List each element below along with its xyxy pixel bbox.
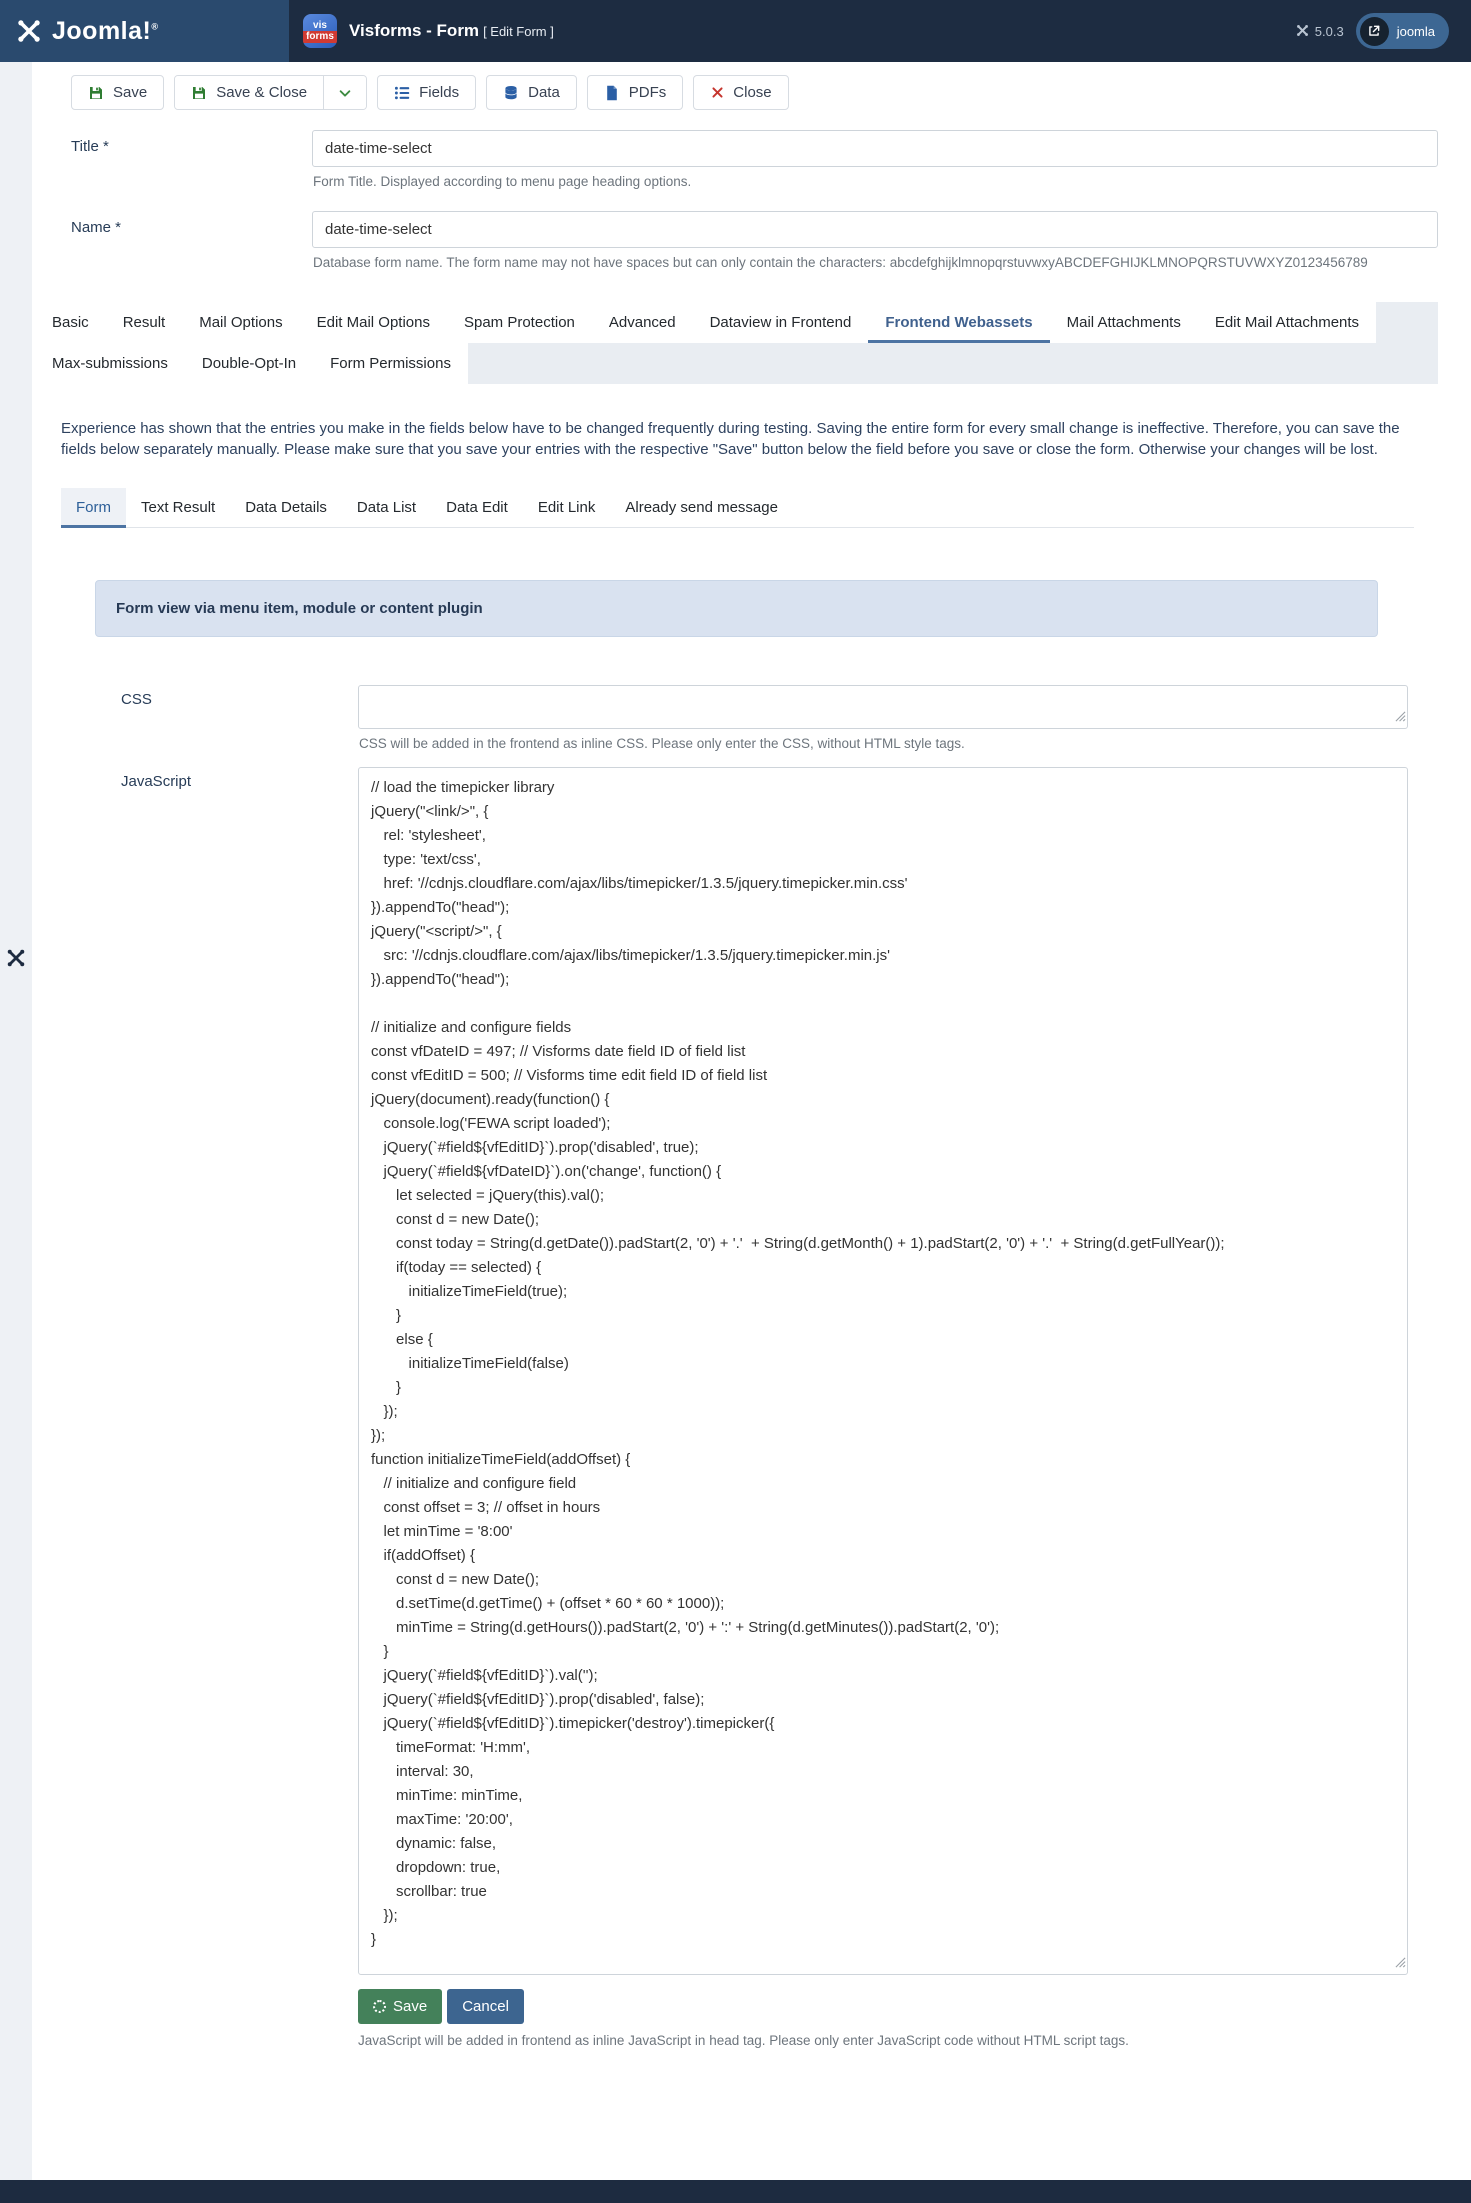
javascript-label: JavaScript <box>121 773 192 790</box>
user-menu-label: joomla <box>1396 23 1435 39</box>
main-content <box>32 62 1471 2104</box>
javascript-field-row <box>59 755 1414 2074</box>
save-options-dropdown-toggle[interactable] <box>323 76 366 109</box>
subtab-data-list-button[interactable]: Data List <box>342 488 431 528</box>
tab-edit-mail-attachments-button[interactable]: Edit Mail Attachments <box>1198 302 1376 343</box>
tab-basic <box>35 302 106 343</box>
form-tabs <box>35 302 1438 384</box>
save-close-label: Save & Close <box>216 84 308 101</box>
tab-mail-options-button[interactable]: Mail Options <box>182 302 299 343</box>
javascript-hint: JavaScript will be added in frontend as inline JavaScript in head tag. Please only enter JavaScript code without HTML script tags. <box>358 2033 1129 2048</box>
fields-label: Fields <box>419 84 460 101</box>
javascript-cancel-label: Cancel <box>462 1998 509 2015</box>
tab-advanced-button[interactable]: Advanced <box>592 302 693 343</box>
javascript-cancel-button[interactable] <box>447 1989 524 2024</box>
tab-mail-options <box>182 302 299 343</box>
tab-dataview-in-frontend-button[interactable]: Dataview in Frontend <box>693 302 869 343</box>
name-hint: Database form name. The form name may not have spaces but can only contain the characters: abcdefghijklmnopqrstuvwxyABCDEFGHIJKLMNOPQRSTUVWXYZ0123456789 <box>313 255 1368 270</box>
visforms-icon-text-bottom: forms <box>303 31 337 43</box>
page-title: Visforms - Form [ Edit Form ] <box>349 21 554 40</box>
joomla-version-icon <box>1296 24 1310 38</box>
tab-frontend-webassets-button[interactable]: Frontend Webassets <box>868 302 1049 343</box>
subtab-text-result-button[interactable]: Text Result <box>126 488 230 528</box>
pdfs-icon <box>604 85 620 101</box>
save-label: Save <box>113 84 148 101</box>
css-label: CSS <box>121 691 152 708</box>
spinner-icon <box>373 2000 386 2013</box>
tab-mail-attachments-button[interactable]: Mail Attachments <box>1050 302 1198 343</box>
version-number: 5.0.3 <box>1314 23 1344 39</box>
tab-frontend-webassets <box>868 302 1049 343</box>
css-field-row <box>59 673 1414 755</box>
visforms-icon-text-top: vis <box>313 19 327 31</box>
external-link-icon <box>1360 17 1389 46</box>
header-title-area <box>289 0 1471 62</box>
pdfs-label: PDFs <box>628 84 667 101</box>
tab-basic-button[interactable]: Basic <box>35 302 106 343</box>
save-close-split-button <box>174 75 367 110</box>
name-input[interactable] <box>312 211 1438 248</box>
css-hint: CSS will be added in the frontend as inline CSS. Please only enter the CSS, without HTML style tags. <box>359 736 965 751</box>
subtab-already-send-message-button[interactable]: Already send message <box>610 488 793 528</box>
joomla-logo-icon <box>16 18 42 44</box>
tab-double-opt-in <box>185 343 313 384</box>
collapsed-sidebar <box>0 62 32 2180</box>
title-hint: Form Title. Displayed according to menu page heading options. <box>313 174 692 189</box>
subtab-data-edit-button[interactable]: Data Edit <box>431 488 523 528</box>
status-footer <box>0 2180 1471 2203</box>
form-view-info-panel <box>95 580 1378 637</box>
form-view-panel-heading: Form view via menu item, module or content plugin <box>116 600 483 617</box>
data-icon <box>503 85 519 101</box>
tab-advanced <box>592 302 693 343</box>
title-field-row <box>35 124 1438 205</box>
subtab-form-button[interactable]: Form <box>61 488 126 528</box>
tab-result <box>106 302 183 343</box>
toolbar <box>35 62 1438 124</box>
fields-icon <box>394 85 410 101</box>
javascript-actions <box>358 1989 1408 2024</box>
frontend-webassets-panel <box>35 384 1438 2104</box>
css-textarea[interactable] <box>358 685 1408 729</box>
fields-button[interactable] <box>377 75 476 110</box>
tab-mail-attachments <box>1050 302 1198 343</box>
tab-form-permissions-button[interactable]: Form Permissions <box>313 343 468 384</box>
tab-spam-protection <box>447 302 592 343</box>
tab-edit-mail-options-button[interactable]: Edit Mail Options <box>300 302 447 343</box>
user-menu-button[interactable] <box>1356 13 1449 49</box>
sidebar-toggle-button[interactable] <box>5 948 27 970</box>
close-icon <box>710 86 724 100</box>
javascript-save-label: Save <box>393 1998 428 2015</box>
data-button[interactable] <box>486 75 577 110</box>
name-label: Name * <box>71 219 122 236</box>
tab-max-submissions-button[interactable]: Max-submissions <box>35 343 185 384</box>
save-button[interactable] <box>71 75 164 110</box>
tab-double-opt-in-button[interactable]: Double-Opt-In <box>185 343 313 384</box>
save-icon <box>191 85 207 101</box>
tab-spam-protection-button[interactable]: Spam Protection <box>447 302 592 343</box>
tab-result-button[interactable]: Result <box>106 302 183 343</box>
tab-edit-mail-options <box>300 302 447 343</box>
admin-header <box>0 0 1471 62</box>
save-close-button[interactable] <box>175 76 323 109</box>
visforms-app-icon <box>303 14 337 48</box>
webassets-subtabs <box>61 488 1414 528</box>
tab-form-permissions <box>313 343 468 384</box>
registered-mark: ® <box>151 21 159 32</box>
data-label: Data <box>528 84 560 101</box>
title-input[interactable] <box>312 130 1438 167</box>
subtab-data-details-button[interactable]: Data Details <box>230 488 342 528</box>
brand-wordmark: Joomla!® <box>52 16 159 45</box>
name-field-row <box>35 205 1438 286</box>
close-button[interactable] <box>693 75 788 110</box>
webassets-intro-text: Experience has shown that the entries you make in the fields below have to be changed frequently during testing. Saving the entire form for every small change is ineffective. Therefore, you can save the fields below separately manually. Please make sure that you save your entries with the respective "Save" button below the field before you save or close the form. Otherwise your changes will be lost. <box>61 420 1400 458</box>
chevron-down-icon <box>338 86 352 100</box>
pdfs-button[interactable] <box>587 75 684 110</box>
title-label: Title * <box>71 138 109 155</box>
page-subtitle: [ Edit Form ] <box>483 24 554 39</box>
subtab-edit-link-button[interactable]: Edit Link <box>523 488 611 528</box>
joomla-version <box>1296 24 1344 39</box>
javascript-save-button[interactable] <box>358 1989 442 2024</box>
save-icon <box>88 85 104 101</box>
tab-max-submissions <box>35 343 185 384</box>
tab-dataview-in-frontend <box>693 302 869 343</box>
close-label: Close <box>733 84 772 101</box>
tab-edit-mail-attachments <box>1198 302 1376 343</box>
javascript-textarea[interactable] <box>358 767 1408 1975</box>
header-brand-area <box>0 0 289 62</box>
